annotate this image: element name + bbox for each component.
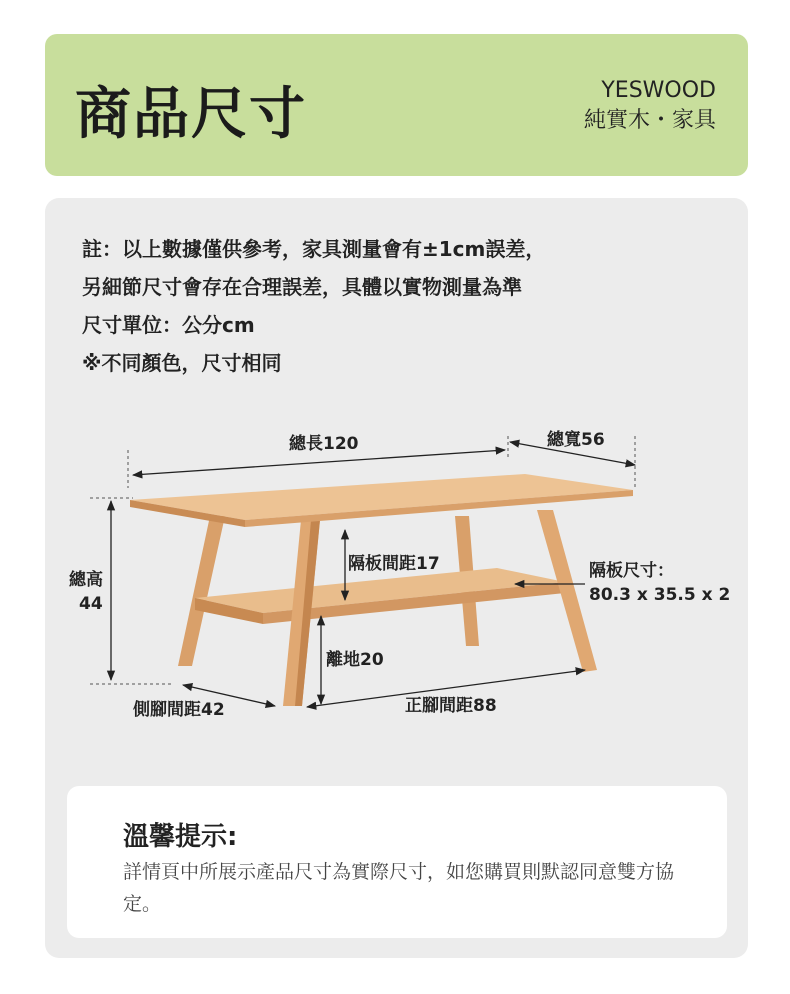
reminder-body: 詳情頁中所展示產品尺寸為實際尺寸，如您購買則默認同意雙方協定。 xyxy=(123,861,675,915)
shelf-size-label: 隔板尺寸： xyxy=(589,561,674,581)
page-title: 商品尺寸 xyxy=(75,82,307,147)
shelf-size-value: 80.3 x 35.5 x 2 xyxy=(589,585,731,605)
side-leg-gap-label: 側腳間距42 xyxy=(133,700,225,720)
reminder-title: 溫馨提示: xyxy=(123,822,238,852)
front-leg-gap-label: 正腳間距88 xyxy=(405,696,497,716)
table-top xyxy=(130,474,633,527)
height-value: 44 xyxy=(79,594,103,614)
dimension-panel xyxy=(45,198,748,958)
reminder-card xyxy=(67,786,727,938)
brand-name-en: YESWOOD xyxy=(601,78,716,103)
total-length-label: 總長120 xyxy=(289,434,359,454)
brand-block xyxy=(584,76,716,136)
note-line: 尺寸單位：公分cm xyxy=(82,313,255,337)
ground-clearance-label: 離地20 xyxy=(326,650,384,670)
note-line: ※不同顏色，尺寸相同 xyxy=(82,351,282,375)
note-line: 另細節尺寸會存在合理誤差，具體以實物測量為準 xyxy=(82,275,522,299)
header-banner xyxy=(45,34,748,176)
table-shelf xyxy=(195,568,565,624)
brand-name-zh: 純實木・家具 xyxy=(583,108,716,133)
height-label: 總高 xyxy=(69,570,103,590)
total-width-label: 總寬56 xyxy=(547,430,605,450)
note-line: 註：以上數據僅供參考，家具測量會有±1cm誤差， xyxy=(82,237,546,261)
shelf-gap-label: 隔板間距17 xyxy=(348,554,440,574)
table-dimension-diagram xyxy=(45,198,748,758)
